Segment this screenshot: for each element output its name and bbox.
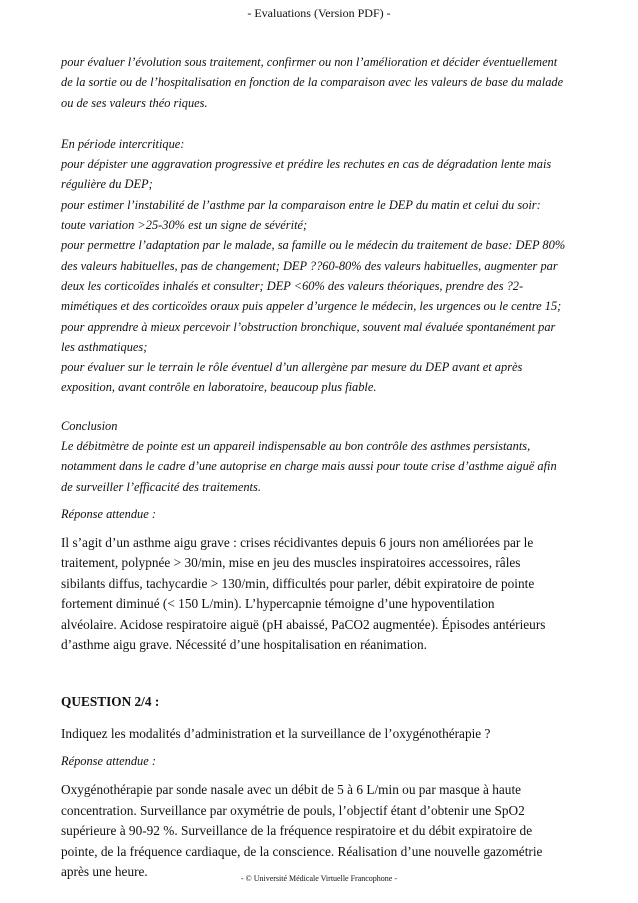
text-line: pour évaluer sur le terrain le rôle éventuel d’un allergène par mesure du DEP avant et après bbox=[61, 360, 523, 375]
intro-paragraph bbox=[61, 52, 581, 113]
text-line: notamment dans le cadre d’une autoprise en charge mais aussi pour toute crise d’asthme aiguë afin bbox=[61, 459, 557, 474]
text-line: supérieure à 90-92 %. Surveillance de la fréquence respiratoire et du débit expiratoire de bbox=[61, 823, 533, 839]
text-line: Le débitmètre de pointe est un appareil indispensable au bon contrôle des asthmes persistants, bbox=[61, 439, 531, 454]
text-line: les asthmatiques; bbox=[61, 339, 148, 354]
text-line: toute variation >25-30% est un signe de sévérité; bbox=[61, 218, 308, 233]
section-heading: En période intercritique: bbox=[61, 136, 185, 151]
page-content bbox=[61, 52, 581, 882]
text-line: mimétiques et des corticoïdes oraux puis appeler d’urgence le médecin, les urgences ou le centre 15; bbox=[61, 299, 562, 314]
question-text: Indiquez les modalités d’administration et la surveillance de l’oxygénothérapie ? bbox=[61, 726, 491, 742]
text-line: pour estimer l’instabilité de l’asthme par la comparaison entre le DEP du matin et celui du soir: bbox=[61, 197, 541, 212]
text-line: exposition, avant contrôle en laboratoire, beaucoup plus fiable. bbox=[61, 380, 377, 395]
question-title: QUESTION 2/4 : bbox=[61, 694, 160, 710]
text-line: concentration. Surveillance par oxymétrie de pouls, l’objectif étant d’obtenir une SpO2 bbox=[61, 802, 525, 818]
section-heading: Conclusion bbox=[61, 418, 118, 433]
text-line: de la sortie ou de l’hospitalisation en fonction de la comparaison avec les valeurs de base du malade bbox=[61, 75, 564, 90]
text-line: traitement, polypnée > 30/min, mise en jeu des muscles inspiratoires accessoires, râles bbox=[61, 555, 521, 571]
text-line: alvéolaire. Acidose respiratoire aiguë (pH abaissé, PaCO2 augmentée). Épisodes antérieurs bbox=[61, 616, 546, 632]
text-line: après une heure. bbox=[61, 864, 148, 879]
text-line: des valeurs habituelles, pas de changement; DEP ??60-80% des valeurs habituelles, augmenter par bbox=[61, 258, 558, 273]
answer-paragraph bbox=[61, 780, 581, 882]
text-line: Oxygénothérapie par sonde nasale avec un débit de 5 à 6 L/min ou par masque à haute bbox=[61, 782, 522, 798]
intercritique-paragraph bbox=[61, 134, 581, 398]
text-line: deux les corticoïdes inhalés et consulter; DEP <60% des valeurs théoriques, prendre des ?2- bbox=[61, 278, 524, 293]
text-line: de surveiller l’efficacité des traitements. bbox=[61, 479, 261, 494]
page-header: - Evaluations (Version PDF) - bbox=[247, 6, 391, 20]
answer-label: Réponse attendue : bbox=[61, 506, 156, 521]
page-footer: - © Université Médicale Virtuelle Francophone - bbox=[240, 874, 398, 883]
text-line: pour évaluer l’évolution sous traitement, confirmer ou non l’amélioration et décider éventuellement bbox=[61, 55, 558, 69]
text-line: Il s’agit d’un asthme aigu grave : crises récidivantes depuis 6 jours non améliorées par le bbox=[61, 534, 534, 550]
answer-paragraph bbox=[61, 533, 581, 655]
text-line: pour permettre l’adaptation par le malade, sa famille ou le médecin du traitement de base: DEP 80% bbox=[61, 238, 566, 253]
text-line: pour apprendre à mieux percevoir l’obstruction bronchique, souvent mal évaluée spontanément par bbox=[61, 319, 556, 334]
text-line: pour dépister une aggravation progressive et prédire les rechutes en cas de dégradation lente mais bbox=[61, 157, 552, 172]
answer-label: Réponse attendue : bbox=[61, 754, 156, 769]
text-line: ou de ses valeurs théo riques. bbox=[61, 95, 208, 110]
text-line: régulière du DEP; bbox=[61, 177, 153, 192]
text-line: d’asthme aigu grave. Nécessité d’une hospitalisation en réanimation. bbox=[61, 636, 427, 652]
text-line: fortement diminué (< 150 L/min). L’hypercapnie témoigne d’une hypoventilation bbox=[61, 596, 495, 612]
conclusion-paragraph bbox=[61, 416, 581, 497]
text-line: sibilants diffus, tachycardie > 130/min, difficultés pour parler, débit expiratoire de pointe bbox=[61, 575, 535, 591]
text-line: pointe, de la fréquence cardiaque, de la conscience. Réalisation d’une nouvelle gazométrie bbox=[61, 843, 543, 859]
